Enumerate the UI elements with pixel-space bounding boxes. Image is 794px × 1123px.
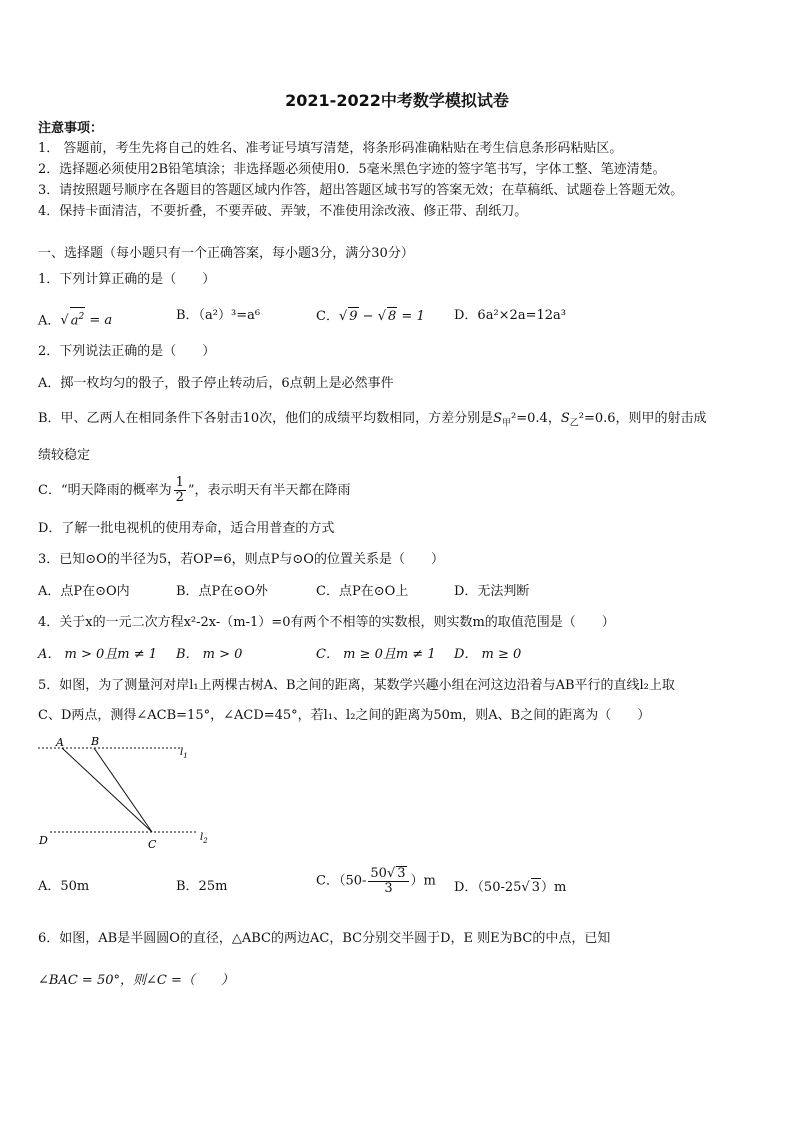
q2-option-c: C．“明天降雨的概率为 $\frac{1}{2}$ ”，表示明天有半天都在降雨 [38, 475, 351, 505]
q4-option-c: C． m ≥ 0且m ≠ 1 [316, 647, 436, 662]
label-l1: $l_1$ [180, 747, 188, 760]
page-title: 2021-2022中考数学模拟试卷 [285, 91, 509, 110]
q3-option-c: C．点P在⊙O上 [316, 584, 409, 599]
segment-ac [62, 748, 152, 832]
q3-option-a: A．点P在⊙O内 [38, 584, 130, 599]
segment-bc [94, 748, 152, 832]
q5-option-b: B．25m [176, 879, 228, 894]
label-d: D [39, 834, 48, 847]
notes-heading: 注意事项： [38, 121, 104, 136]
q5-option-c: C．（50- $\frac{50√ 3}{3}$ ）m [316, 866, 436, 896]
section-heading: 一、选择题（每小题只有一个正确答案，每小题3分，满分30分） [38, 246, 414, 261]
note-item-4: 4．保持卡面清洁，不要折叠，不要弄破、弄皱，不准使用涂改液、修正带、刮纸刀。 [38, 204, 528, 219]
q4-option-b: B． m > 0 [176, 647, 243, 662]
q4-option-a: A． m > 0且m ≠ 1 [38, 647, 158, 662]
q3-option-b: B．点P在⊙O外 [176, 584, 268, 599]
note-item-1: 1． 答题前，考生先将自己的姓名、准考证号填写清楚，将条形码准确粘贴在考生信息条形码粘贴区。 [38, 141, 623, 156]
q2-option-b: B．甲、乙两人在相同条件下各射击10次，他们的成绩平均数相同，方差分别是$S_甲^2=0.4$，$S_乙^2=0.6$，则甲的射击成 [38, 411, 707, 429]
q1-option-c: C．√ 9 − √ 8 = 1 [316, 309, 425, 324]
question-6-stem-1: 6．如图，AB是半圆圆O的直径，△ABC的两边AC，BC分别交半圆于D，E 则E为BC的中点，已知 [38, 931, 611, 946]
q2-option-a: A．掷一枚均匀的骰子，骰子停止转动后，6点朝上是必然事件 [38, 376, 394, 391]
question-6-stem-2: ∠BAC = 50°，则∠C =（ ） [38, 973, 234, 988]
q1-option-a: A．√ $a^2 = a$ [38, 307, 112, 330]
question-5-stem-2: C、D两点，测得∠ACB=15°，∠ACD=45°，若l₁、l₂之间的距离为50m，则A、B之间的距离为（ ） [38, 708, 651, 723]
q3-option-d: D．无法判断 [454, 584, 530, 599]
q4-option-d: D． m ≥ 0 [454, 647, 522, 662]
note-item-2: 2．选择题必须使用2B铅笔填涂；非选择题必须使用0．5毫米黑色字迹的签字笔书写，字体工整、笔迹清楚。 [38, 162, 666, 177]
label-l2: $l_2$ [200, 832, 208, 845]
question-1-stem: 1．下列计算正确的是（ ） [38, 272, 216, 287]
river-figure [30, 732, 230, 857]
label-b: B [91, 735, 100, 748]
label-a: A [56, 736, 64, 749]
question-3-stem: 3．已知⊙O的半径为5，若OP=6，则点P与⊙O的位置关系是（ ） [38, 552, 444, 567]
q5-option-a: A．50m [38, 879, 90, 894]
q2-option-d: D．了解一批电视机的使用寿命，适合用普查的方式 [38, 521, 335, 536]
q5-option-d: D．（50-25√ 3）m [454, 880, 567, 895]
q1-option-d: D．6a²×2a=12a³ [454, 308, 566, 323]
question-5-stem-1: 5．如图，为了测量河对岸l₁上两棵古树A、B之间的距离，某数学兴趣小组在河这边沿着与AB平行的直线l₂上取 [38, 678, 675, 693]
note-item-3: 3．请按照题号顺序在各题目的答题区域内作答，超出答题区域书写的答案无效；在草稿纸、试题卷上答题无效。 [38, 183, 684, 198]
question-4-stem: 4．关于x的一元二次方程x²-2x-（m-1）=0有两个不相等的实数根，则实数m的取值范围是（ ） [38, 615, 615, 630]
question-2-stem: 2．下列说法正确的是（ ） [38, 344, 216, 359]
label-c: C [148, 838, 157, 851]
q2-option-b-cont: 绩较稳定 [38, 448, 91, 463]
q1-option-b: B．（a²）³=a⁶ [176, 308, 261, 323]
